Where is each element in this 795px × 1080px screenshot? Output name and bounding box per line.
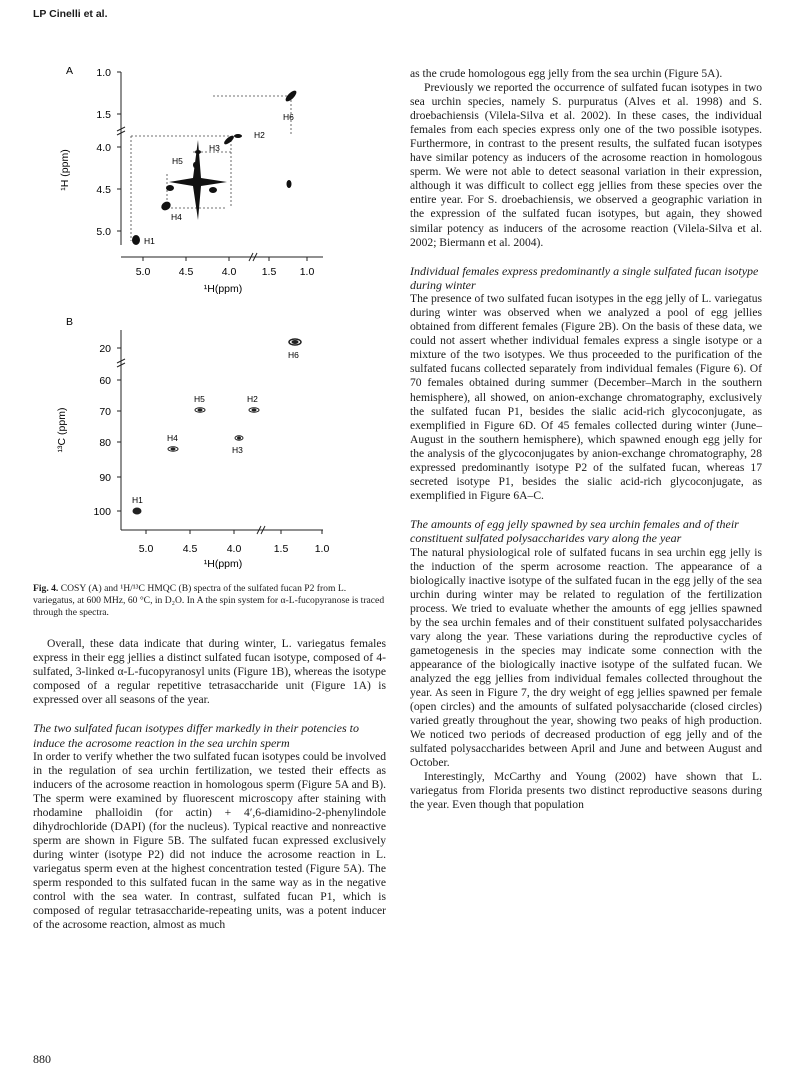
- right-column: [410, 67, 762, 812]
- a-xtick: 5.0: [135, 266, 151, 278]
- paragraph: Previously we reported the occurrence of sulfated fucan isotypes in two sea urchin species, namely S. purpuratus (Alves et al. 1998) and S. droebachiensis (Vilela-Silva et al. 2002). In these cases, the individual females from each species express only one of the two possible isotypes. Furthermore, in contrast to the present results, the sulfated fucan isotypes have similar potency as inducers of the acrosome reaction in homologous sperm. We were not able to detect seasonal variation in their expression, although it was difficult to collect egg jellies from these species over the entire year. For S. droebachiensis, we observed a geographic variation in the expression of the sulfated fucan isotypes, but again, they showed similar potency as inducers of the acrosome reaction (Vilela-Silva et al. 2002; Biermann et al. 2004).: [410, 81, 762, 249]
- b-peak-label: H3: [232, 445, 243, 455]
- a-peak-label: H2: [254, 130, 265, 140]
- b-xtick: 5.0: [138, 543, 154, 555]
- panel-a-cosy: [59, 65, 323, 295]
- b-xtick: 1.0: [314, 543, 330, 555]
- paragraph: Overall, these data indicate that during winter, L. variegatus females express in their egg jellies a distinct sulfated fucan isotype, composed of 4-sulfated, 3-linked α-L-fucopyranosyl units (Figure 1B), whereas the isotype composed of a regular repetitive tetrasaccharide unit (Figure 1A) is expressed over all seasons of the year.: [33, 637, 386, 707]
- b-peak-label: H6: [288, 350, 299, 360]
- b-ytick: 70: [99, 406, 111, 418]
- b-xlabel: ¹H(ppm): [203, 558, 243, 570]
- a-xtick: 4.5: [178, 266, 194, 278]
- caption-body: COSY (A) and ¹H/¹³C HMQC (B) spectra of the sulfated fucan P2 from L. variegatus, at 600 MHz, 60 °C, in D₂O. In A the spin system for α-L-fucopyranose is traced through the spectra.: [33, 583, 385, 619]
- section-heading: The two sulfated fucan isotypes differ markedly in their potencies to induce the acrosome reaction in the sea urchin sperm: [33, 721, 359, 750]
- a-ytick: 4.0: [96, 142, 111, 154]
- b-ytick: 100: [93, 506, 111, 518]
- a-ylabel: ¹H (ppm): [59, 149, 71, 191]
- a-peak-label: H1: [144, 236, 155, 246]
- a-peak-label: H3: [209, 143, 220, 153]
- b-peak-label: H2: [247, 394, 258, 404]
- caption-lead: Fig. 4.: [33, 583, 59, 594]
- a-ytick: 5.0: [96, 226, 111, 238]
- b-xtick: 4.5: [182, 543, 198, 555]
- nmr-spectra-figure: [33, 60, 386, 580]
- paragraph: The natural physiological role of sulfated fucans in sea urchin egg jelly is the induction of the sperm acrosome reaction. The appearance of a biologically inactive isotype of the sulfated fucan in the egg jelly of the sea urchin during winter may be related to regulation of the fertilization process. We tried to evaluate whether the amounts of egg jellies spawned by the sea urchin females and of their constituent sulfated polysaccharides vary along the year. These variations during the reproductive cycles of gametogenesis in the species may indicate some connection with the appearance of the biologically inactive isotype of the sulfated fucan. We analyzed the egg jellies from individual females collected throughout the year. As seen in Figure 7, the dry weight of egg jellies spawned per female (open circles) and the amounts of sulfated polysaccharide (closed circles) varied greatly throughout the year, showing two peaks of high production. We noticed two periods of decreased production of egg jelly and of the sulfated polysaccharides between April and June and between August and October.: [410, 545, 762, 770]
- a-xtick: 4.0: [221, 266, 237, 278]
- section-heading: Individual females express predominantly a single sulfated fucan isotype during winter: [410, 263, 759, 292]
- a-xtick: 1.5: [261, 266, 277, 278]
- a-xlabel: ¹H(ppm): [203, 283, 243, 295]
- paragraph: Interestingly, McCarthy and Young (2002) have shown that L. variegatus from Florida presents two distinct reproductive seasons during the year. Even though that population: [410, 770, 762, 812]
- b-peak-label: H4: [167, 433, 178, 443]
- a-xtick: 1.0: [299, 266, 315, 278]
- left-column: [33, 637, 386, 932]
- paragraph: The presence of two sulfated fucan isotypes in the egg jelly of L. variegatus during winter was observed when we analyzed a pool of egg jellies obtained from different females (Figure 2B). On the basis of these data, we could not assert whether individual females express a single isotype or a mixture of the two isotypes. We thus proceeded to the purification of the sulfated fucans collected separately from individual females (Figure 6). Of 70 females obtained during summer (December–March in the southern hemisphere), all showed, on anion-exchange chromatography, exclusively the sulfated fucan P1, besides the sialic acid-rich glycoconjugate, as exemplified in Figure 6D. Of 45 females collected during winter (June–August in the southern hemisphere), which spawned enough egg jelly for the analysis of the glycoconjugates by anion-exchange chromatography, 28 expressed predominantly isotype P2 of the sulfated fucan, whereas 17 secreted isotype P1, besides the sialic acid-rich glycoconjugate, as exemplified in Figure 6A–C.: [410, 292, 762, 502]
- a-ytick: 1.0: [96, 67, 111, 79]
- paragraph: as the crude homologous egg jelly from the sea urchin (Figure 5A).: [410, 67, 723, 80]
- a-ytick: 4.5: [96, 184, 111, 196]
- b-ytick: 20: [99, 343, 111, 355]
- a-ytick: 1.5: [96, 109, 111, 121]
- b-peak-label: H1: [132, 495, 143, 505]
- figure-4: [33, 60, 386, 580]
- a-peak-label: H4: [171, 212, 182, 222]
- page-number: 880: [33, 1052, 51, 1066]
- panel-b-hmqc: [56, 316, 329, 570]
- figure-caption: [33, 583, 386, 620]
- panel-a-letter: A: [66, 65, 74, 77]
- paragraph: In order to verify whether the two sulfated fucan isotypes could be involved in the regulation of sea urchin fertilization, we tested their effects as inducers of the acrosome reaction in homologous sperm (Figure 5A and B). The sperm were examined by fluorescent microscopy after staining with rhodamine phalloidin (for actin) + 4′,6-diamidino-2-phenylindole dihydrochloride (DAPI) (for the nucleus). Typical reactive and nonreactive sperm are shown in Figure 5B. The sulfated fucan expressed exclusively during winter (isotype P2) did not induce the acrosome reaction in L. variegatus sperm even at the highest concentration tested (Figure 5A). The sperm responded to this sulfated fucan in the same way as in the negative control with the sea water. In contrast, sulfated fucan P1, which is composed of regular tetrasaccharide-repeating units, was a potent inducer of the acrosome reaction, almost as much: [33, 749, 386, 932]
- a-peak-label: H6: [283, 112, 294, 122]
- running-header: LP Cinelli et al.: [33, 8, 108, 20]
- b-xtick: 1.5: [273, 543, 289, 555]
- section-heading: The amounts of egg jelly spawned by sea urchin females and of their constituent sulfated polysaccharides vary along the year: [410, 516, 739, 546]
- b-peak-label: H5: [194, 394, 205, 404]
- b-ytick: 80: [99, 437, 111, 449]
- b-ytick: 90: [99, 472, 111, 484]
- b-ylabel: ¹³C (ppm): [56, 407, 68, 453]
- b-xtick: 4.0: [226, 543, 242, 555]
- a-peak-label: H5: [172, 156, 183, 166]
- b-ytick: 60: [99, 375, 111, 387]
- panel-b-letter: B: [66, 316, 74, 328]
